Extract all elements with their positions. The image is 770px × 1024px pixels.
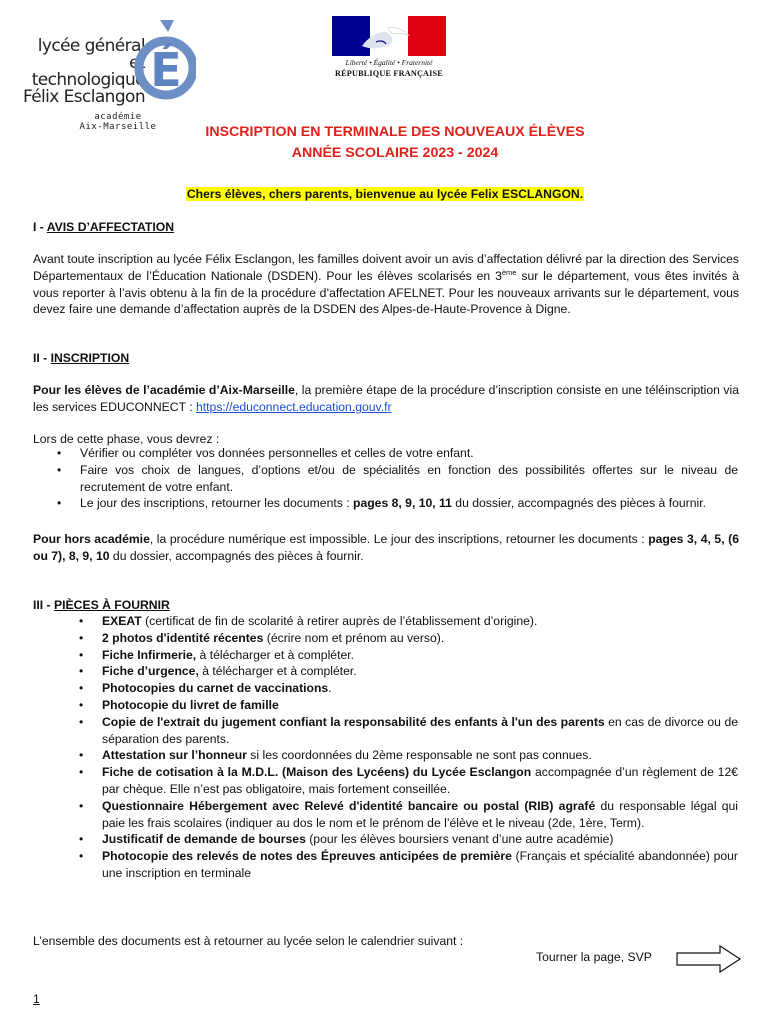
bullet3-text-b: du dossier, accompagnés des pièces à fournir. [451,496,706,511]
document-item-bold: Photocopie du livret de famille [102,697,279,712]
list-item [79,630,738,647]
list-item [79,647,738,664]
bullet3-text-a: Le jour des inscriptions, retourner les documents : [80,496,353,511]
section2-bullet-list [57,445,738,512]
document-item-bold: Justificatif de demande de bourses [102,832,306,847]
school-e-emblem-icon [132,18,196,106]
bullet-icon: • [79,630,84,645]
section2-p3-pages: pages 3, 4, 5, (6 ou 7), 8, 9, 10 [33,532,739,563]
list-item [57,495,738,512]
document-item-text: si les coordonnées du 2ème responsable ne sont pas connues. [246,748,592,763]
list-item [79,798,738,832]
document-title [150,122,640,164]
documents-list [79,613,738,882]
school-logo [20,18,182,140]
section2-p1-bold: Pour les élèves de l’académie d’Aix-Marseille [33,383,295,397]
list-item [79,747,738,764]
bullet-icon: • [57,496,62,511]
bullet-icon: • [79,681,84,696]
section2-title: INSCRIPTION [50,351,130,365]
section3-heading [33,597,170,614]
section2-p3-a: , la procédure numérique est impossible. Le jour des inscriptions, retourner les documents : [149,532,649,546]
section1-number: I - [33,220,47,234]
section2-p3-b: du dossier, accompagnés des pièces à fournir. [109,548,364,563]
document-item-bold: Questionnaire Hébergement avec Relevé d'identité bancaire ou postal (RIB) agrafé [102,798,596,813]
list-item [79,764,738,798]
academie-line2: Aix-Marseille [79,122,157,132]
footer-line: L’ensemble des documents est à retourner au lycée selon le calendrier suivant : [33,934,464,948]
right-arrow-icon [676,944,742,974]
document-item-bold: Copie de l'extrait du jugement confiant la responsabilité des enfants à l'un des parents [102,714,605,729]
document-item-text: (Français et spécialité abandonnée) pour une inscription en terminale [102,849,738,880]
bullet-icon: • [79,714,84,729]
page-number: 1 [33,992,40,1006]
list-item [79,680,738,697]
school-name-line1: lycée général [37,36,145,56]
section2-heading [33,350,129,367]
list-item [79,613,738,630]
document-item-bold: Photocopies du carnet de vaccinations [102,681,329,696]
section1-paragraph [33,251,739,318]
document-item-text: (pour les élèves boursiers venant d’une autre académie) [305,832,614,847]
academie-line1: académie [94,112,142,122]
list-item [79,714,738,748]
bullet-icon: • [79,697,84,712]
section1-title: AVIS D’AFFECTATION [46,220,175,234]
section2-paragraph2: Lors de cette phase, vous devrez : [33,432,220,446]
list-item [79,697,738,714]
welcome-text: Chers élèves, chers parents, bienvenue au lycée Felix ESCLANGON. [186,187,584,201]
bullet3-pages: pages 8, 9, 10, 11 [353,496,452,511]
document-item-text: (certificat de fin de scolarité à retirer auprès de l’établissement d’origine). [141,614,538,628]
list-item [79,663,738,680]
bullet-text: Vérifier ou compléter vos données personnelles et celles de votre enfant. [80,446,474,460]
title-line1: INSCRIPTION EN TERMINALE DES NOUVEAUX ÉLÈVES [205,124,585,140]
welcome-message [100,186,670,203]
document-item-text: (écrire nom et prénom au verso). [263,630,445,645]
section2-paragraph1 [33,382,739,416]
document-item-text: à télécharger et à compléter. [198,664,357,679]
bullet-icon: • [79,832,84,847]
bullet-icon: • [79,748,84,763]
bullet-icon: • [79,765,84,780]
document-item-bold: Attestation sur l’honneur [102,748,247,763]
list-item [57,445,738,462]
section3-number: III - [33,598,54,612]
document-item-bold: EXEAT [102,614,142,628]
school-name-line2: et technologique [31,53,145,90]
bullet-icon: • [57,462,62,477]
document-item-text: à télécharger et à compléter. [196,647,355,662]
section2-paragraph3 [33,531,739,565]
school-name-line3: Félix Esclangon [22,87,145,107]
school-name [20,38,145,106]
rf-name: RÉPUBLIQUE FRANÇAISE [335,69,443,78]
document-item-text: du responsable légal qui paie les frais scolaires (indiquer au dos le nom et le prénom de l’élève et le niveau (2de, 1ère, Term). [102,798,738,830]
title-line2: ANNÉE SCOLAIRE 2023 - 2024 [291,145,499,161]
bullet-text: Faire vos choix de langues, d’options et/ou de spécialités en fonction des possibilités offertes sur le niveau de recrutement de votre enfant. [80,462,738,494]
republique-francaise-logo [328,16,450,84]
turn-page-note: Tourner la page, SVP [536,950,652,964]
section2-p3-bold: Pour hors académie [33,532,150,546]
document-item-text: en cas de divorce ou de séparation des parents. [102,714,738,746]
section1-text-b: sur le département, vous êtes invités à vous reporter à l’avis obtenu à la fin de la procédure d’affectation AFELNET. Pour les nouveaux arrivants sur le département, vous devez faire une demande d’affectation auprès de la DSDEN des Alpes-de-Haute-Provence à Digne. [33,268,739,317]
document-item-bold: Fiche Infirmerie, [102,647,197,662]
document-item-bold: Photocopie des relevés de notes des Épreuves anticipées de première [102,849,512,864]
educonnect-link[interactable]: https://educonnect.education.gouv.fr [195,399,392,414]
section1-text-a: Avant toute inscription au lycée Félix Esclangon, les familles doivent avoir un avis d’affectation délivré par la direction des Services Départementaux de l’Éducation Nationale (DSDEN). Pour les élèves scolarisés en 3 [33,252,739,283]
school-e-letter: É [150,43,182,97]
bullet-icon: • [79,849,84,864]
section1-sup: ème [501,267,517,277]
list-item [57,462,738,496]
section3-title: PIÈCES À FOURNIR [54,598,170,612]
bullet-icon: • [79,647,84,662]
bullet-icon: • [79,798,84,813]
bullet-icon: • [79,664,84,679]
bullet-icon: • [57,446,62,460]
bullet-icon: • [79,614,84,628]
document-item-text: . [328,681,332,696]
list-item [79,831,738,848]
marianne-flag-icon [332,16,446,56]
section1-heading [33,219,174,236]
rf-motto: Liberté • Égalité • Fraternité [345,58,433,67]
document-item-text: accompagnée d’un règlement de 12€ par chèque. Elle n’est pas obligatoire, mais fortement conseillée. [102,765,738,796]
document-item-bold: 2 photos d'identité récentes [102,630,264,645]
document-item-bold: Fiche d’urgence, [102,664,199,679]
section2-number: II - [33,351,51,365]
document-item-bold: Fiche de cotisation à la M.D.L. (Maison des Lycéens) du Lycée Esclangon [102,765,532,780]
list-item [79,848,738,882]
section2-p1-text: , la première étape de la procédure d’inscription consiste en une téléinscription via les services EDUCONNECT : [33,383,740,414]
